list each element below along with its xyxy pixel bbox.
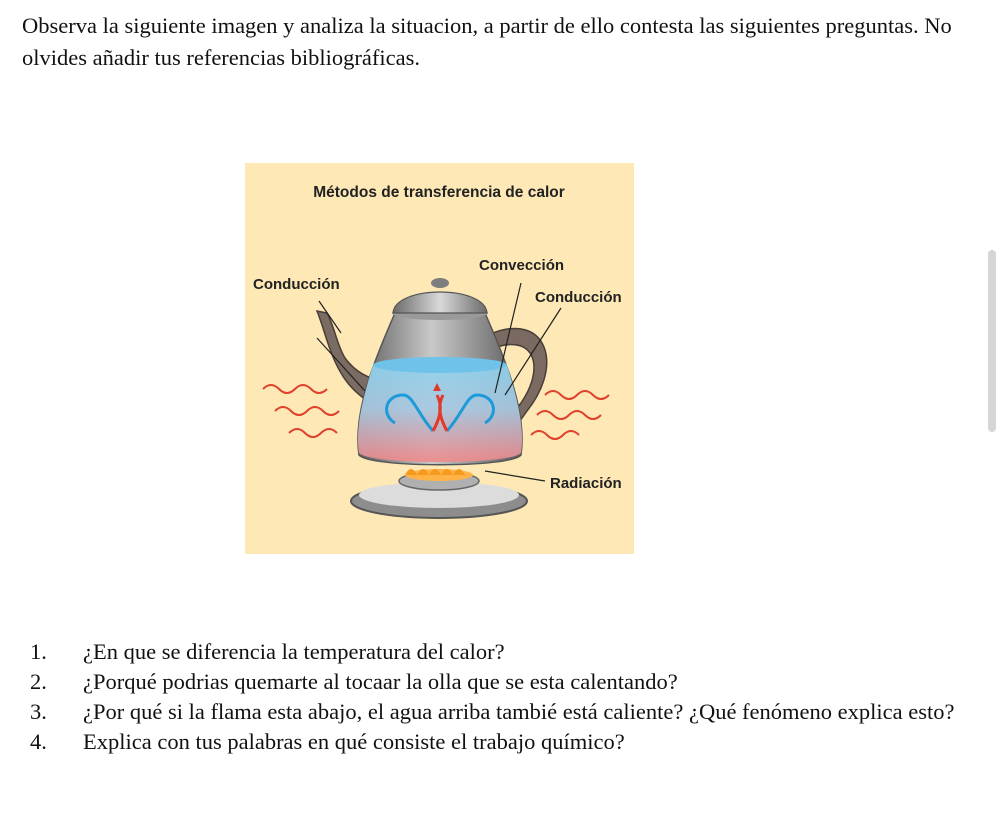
label-conveccion: Convección <box>479 257 565 274</box>
label-conduccion-left: Conducción <box>253 276 340 293</box>
label-conduccion-right: Conducción <box>535 289 622 306</box>
question-number: 4. <box>30 729 47 754</box>
question-list <box>30 637 1000 757</box>
heat-transfer-figure <box>245 163 634 554</box>
label-radiacion: Radiación <box>550 475 622 492</box>
figure-title: Métodos de transferencia de calor <box>313 184 565 201</box>
vertical-scrollbar[interactable] <box>988 250 996 432</box>
question-text: ¿Porqué podrias quemarte al tocaar la olla que se esta calentando? <box>83 669 678 694</box>
question-item <box>30 697 1000 727</box>
question-number: 3. <box>30 699 47 724</box>
radiation-waves-left <box>263 385 339 437</box>
question-item <box>30 727 1000 757</box>
question-text: ¿En que se diferencia la temperatura del calor? <box>83 639 505 664</box>
kettle-illustration <box>245 163 634 554</box>
question-item <box>30 637 1000 667</box>
radiation-waves-right <box>531 391 609 439</box>
instructions-text: Observa la siguiente imagen y analiza la situacion, a partir de ello contesta las siguientes preguntas. No olvides añadir tus referencias bibliográficas. <box>22 13 952 70</box>
question-number: 1. <box>30 639 47 664</box>
question-number: 2. <box>30 669 47 694</box>
question-item <box>30 667 1000 697</box>
question-text: ¿Por qué si la flama esta abajo, el agua arriba tambié está caliente? ¿Qué fenómeno explica esto? <box>83 699 955 724</box>
question-text: Explica con tus palabras en qué consiste el trabajo químico? <box>83 729 625 754</box>
